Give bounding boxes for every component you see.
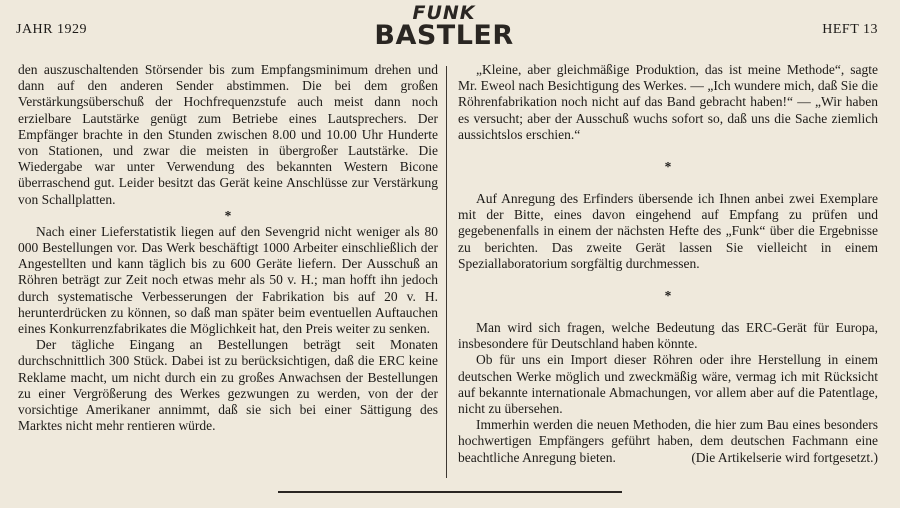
left-column (18, 62, 438, 434)
section-separator: * (664, 159, 672, 175)
section-separator: * (224, 207, 232, 223)
continuation-note: (Die Artikelserie wird fortgesetzt.) (691, 449, 878, 465)
left-paragraph-3: Der tägliche Eingang an Bestellungen beträgt seit Monaten durchschnittlich 300 Stück. Dabei ist zu berücksichtigen, daß die ERC keine Reklame macht, um nicht durch ein zu großes Anwachsen der Bestellungen zu einer Vergrößerung des Werkes gezwungen zu werden, von der der vorsichtige Amerikaner annimmt, daß sie sich bei einer Sättigung des Marktes nicht mehr rentieren würde. (18, 337, 438, 434)
section-separator: * (664, 288, 672, 304)
left-paragraph-2: Nach einer Lieferstatistik liegen auf den Sevengrid nicht weniger als 80 000 Bestellungen vor. Das Werk beschäftigt 1000 Arbeiter einschließlich der Angestellten und kann täglich bis zu 600 Geräte liefern. Der Ausschuß an Röhren beträgt zur Zeit noch etwas mehr als 50 v. H.; man hofft ihn jedoch durch systematische Verbesserungen der Fabrikation bis auf 20 v. H. herunterdrücken zu können, so daß man später beim eventuellen Auftauchen eines Konkurrenzfabrikates die Möglichkeit hat, den Preis weiter zu senken. (18, 223, 438, 337)
funk-bastler-logo (368, 4, 520, 54)
right-column (458, 62, 878, 466)
year-label: JAHR 1929 (16, 22, 88, 37)
left-paragraph-1: den auszuschaltenden Störsender bis zum Empfangsminimum drehen und dann auf den anderen Sender abstimmen. Die bei dem großen Verstärkungsüberschuß der Hochfrequenzstufe auch meist dann noch erzielbare Lautstärke genügt zum Betriebe eines Lautsprechers. Der Empfänger brachte in den Stunden zwischen 8.00 und 10.00 Uhr Hunderte von Stationen, und zwar die meisten in übergroßer Lautstärke. Die Wiedergabe war unter Verwendung des bekannten Western Bicone überraschend gut. Leider besitzt das Gerät keine Anschlüsse zur Verstärkung von Schallplatten. (18, 62, 438, 207)
right-paragraph-5: Immerhin werden die neuen Methoden, die hier zum Bau eines besonders hochwertigen Empfängers geführt haben, dem deutschen Fachmann eine beachtliche Anregung bieten. (458, 417, 878, 465)
right-paragraph-4: Ob für uns ein Import dieser Röhren oder ihre Herstellung in einem deutschen Werke möglich und zweckmäßig wäre, vermag ich mit Rücksicht auf bekannte internationale Abmachungen, vor allem aber auf die Patentlage, nicht zu übersehen. (458, 352, 878, 417)
bottom-rule (278, 491, 622, 493)
right-paragraph-1: „Kleine, aber gleichmäßige Produktion, das ist meine Methode“, sagte Mr. Eweol nach Besichtigung des Werkes. — „Ich wundere mich, daß Sie die Röhrenfabrikation noch nicht auf das Band gebracht haben!“ — „Wir haben es versucht; aber der Ausschuß wuchs sofort so, daß uns die Sache ziemlich aussichtslos erschien.“ (458, 62, 878, 142)
column-divider (446, 66, 447, 478)
logo-bastler-text: BASTLER (374, 20, 514, 51)
right-paragraph-2: Auf Anregung des Erfinders übersende ich Ihnen anbei zwei Exemplare mit der Bitte, eines davon eingehend auf Empfang zu prüfen und gegebenenfalls in einem der nächsten Hefte des „Funk“ über die Ergebnisse zu berichten. Das zweite Gerät lassen Sie vielleicht in einem Speziallaboratorium sorgfältig durchmessen. (458, 191, 878, 271)
issue-label: HEFT 13 (822, 22, 878, 37)
right-paragraph-3: Man wird sich fragen, welche Bedeutung das ERC-Gerät für Europa, insbesondere für Deutschland haben könnte. (458, 320, 878, 352)
logo-funk-text: FUNK (412, 2, 476, 24)
